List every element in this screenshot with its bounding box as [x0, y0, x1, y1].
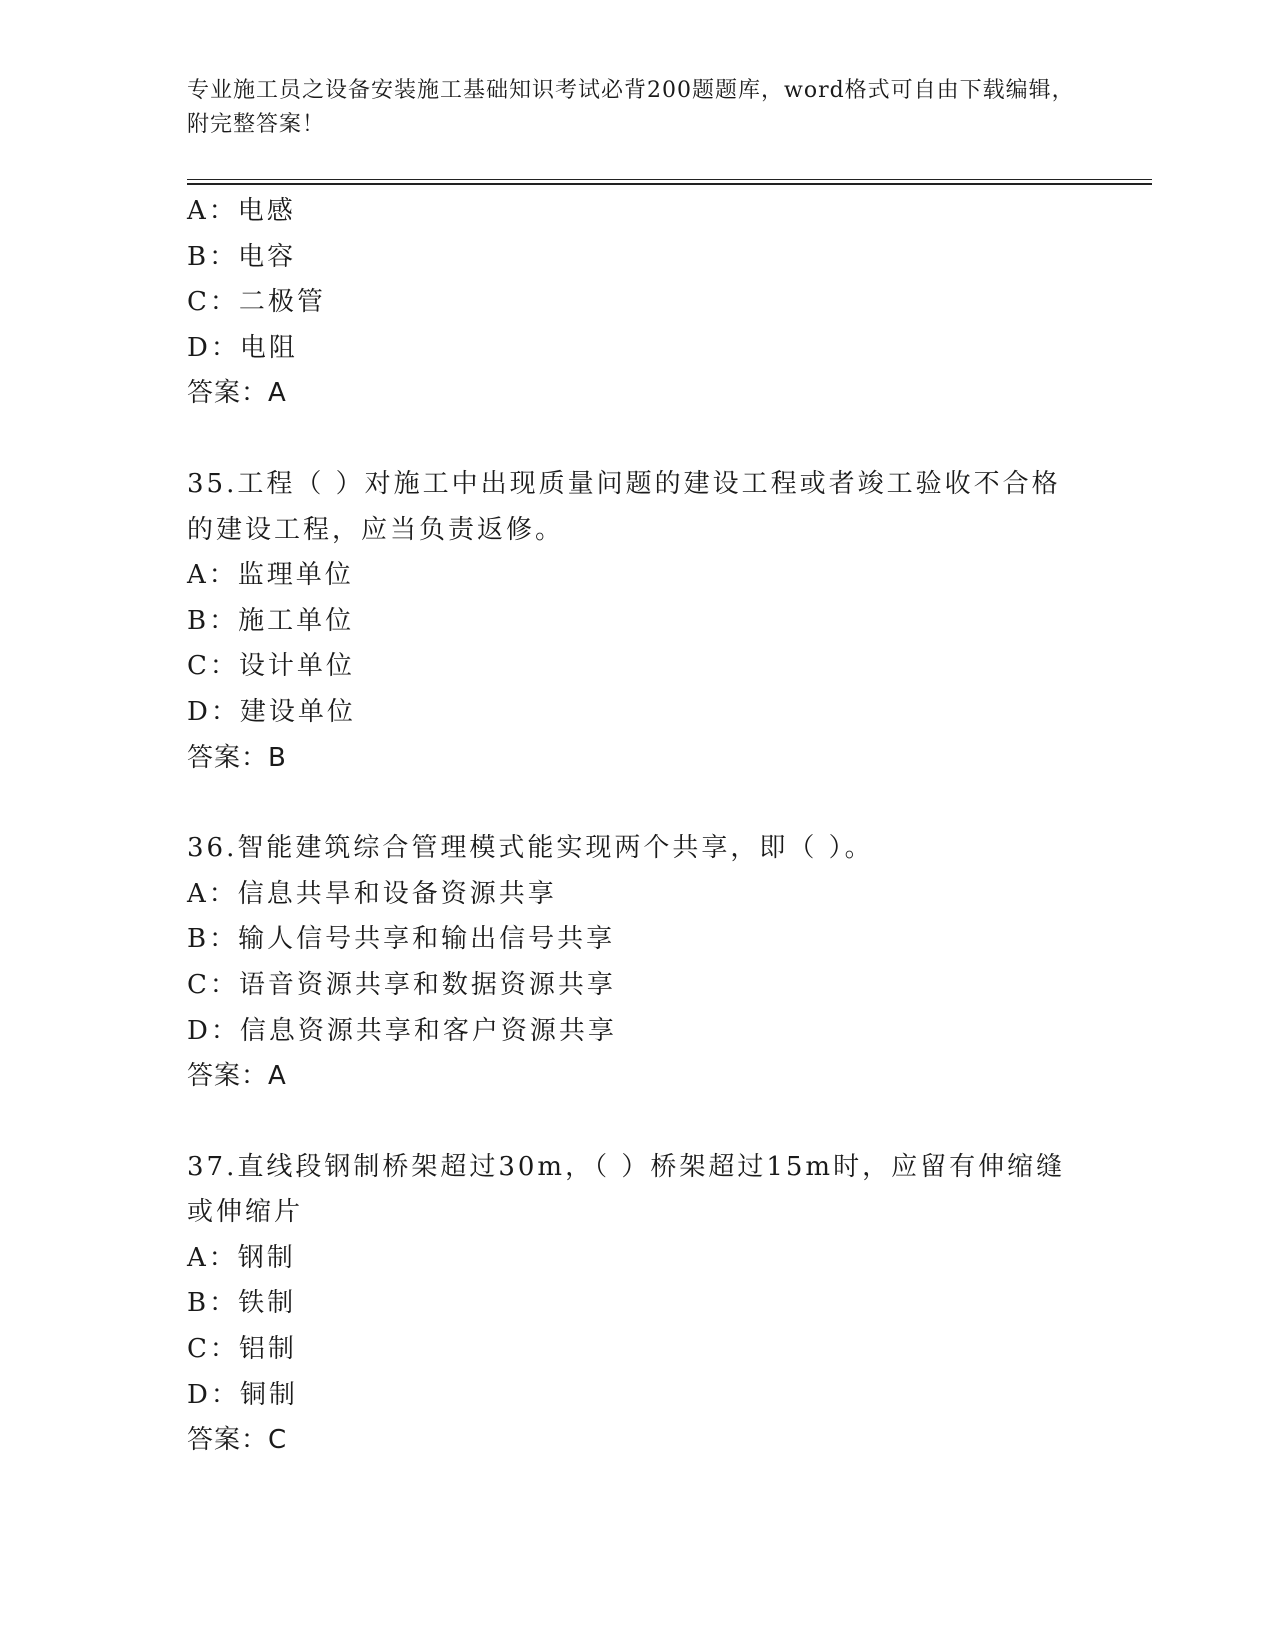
option-c: C：铝制 [187, 1334, 297, 1365]
option-b: B：输人信号共享和输出信号共享 [187, 924, 616, 955]
header-divider-thick [187, 183, 1152, 185]
question-stem: 37.直线段钢制桥架超过30m，（ ）桥架超过15m时，应留有伸缩缝或伸缩片 [187, 1151, 1066, 1228]
question-stem: 36.智能建筑综合管理模式能实现两个共享，即（ ）。 [187, 833, 874, 864]
option-a: A：信息共旱和设备资源共享 [187, 878, 557, 909]
option-d: D：电阻 [187, 332, 298, 363]
option-d: D：铜制 [187, 1379, 298, 1410]
option-a: A：钢制 [187, 1242, 296, 1273]
option-c: C：语音资源共享和数据资源共享 [187, 969, 616, 1000]
question-36 [187, 826, 1087, 1100]
answer: 答案：C [187, 1425, 288, 1456]
option-b: B：电容 [187, 241, 297, 272]
document-header-title: 专业施工员之设备安装施工基础知识考试必背200题题库，word格式可自由下载编辑，附完整答案！ [187, 78, 1075, 137]
option-c: C：二极管 [187, 287, 326, 318]
option-b: B：铁制 [187, 1288, 297, 1319]
option-c: C：设计单位 [187, 651, 355, 682]
answer: 答案：A [187, 378, 287, 409]
option-a: A：电感 [187, 196, 296, 226]
question-stem: 35.工程（ ）对施工中出现质量问题的建设工程或者竣工验收不合格的建设工程，应当负责返修。 [187, 468, 1061, 545]
answer: 答案：B [187, 742, 287, 773]
option-a: A：监理单位 [187, 560, 354, 591]
option-b: B：施工单位 [187, 605, 355, 636]
answer: 答案：A [187, 1061, 287, 1092]
option-d: D：建设单位 [187, 696, 356, 727]
question-37 [187, 1145, 1087, 1464]
question-35 [187, 462, 1087, 781]
question-34 [187, 189, 1087, 417]
header-divider-thin [187, 179, 1152, 180]
option-d: D：信息资源共享和客户资源共享 [187, 1015, 617, 1046]
question-list [187, 189, 1087, 1464]
